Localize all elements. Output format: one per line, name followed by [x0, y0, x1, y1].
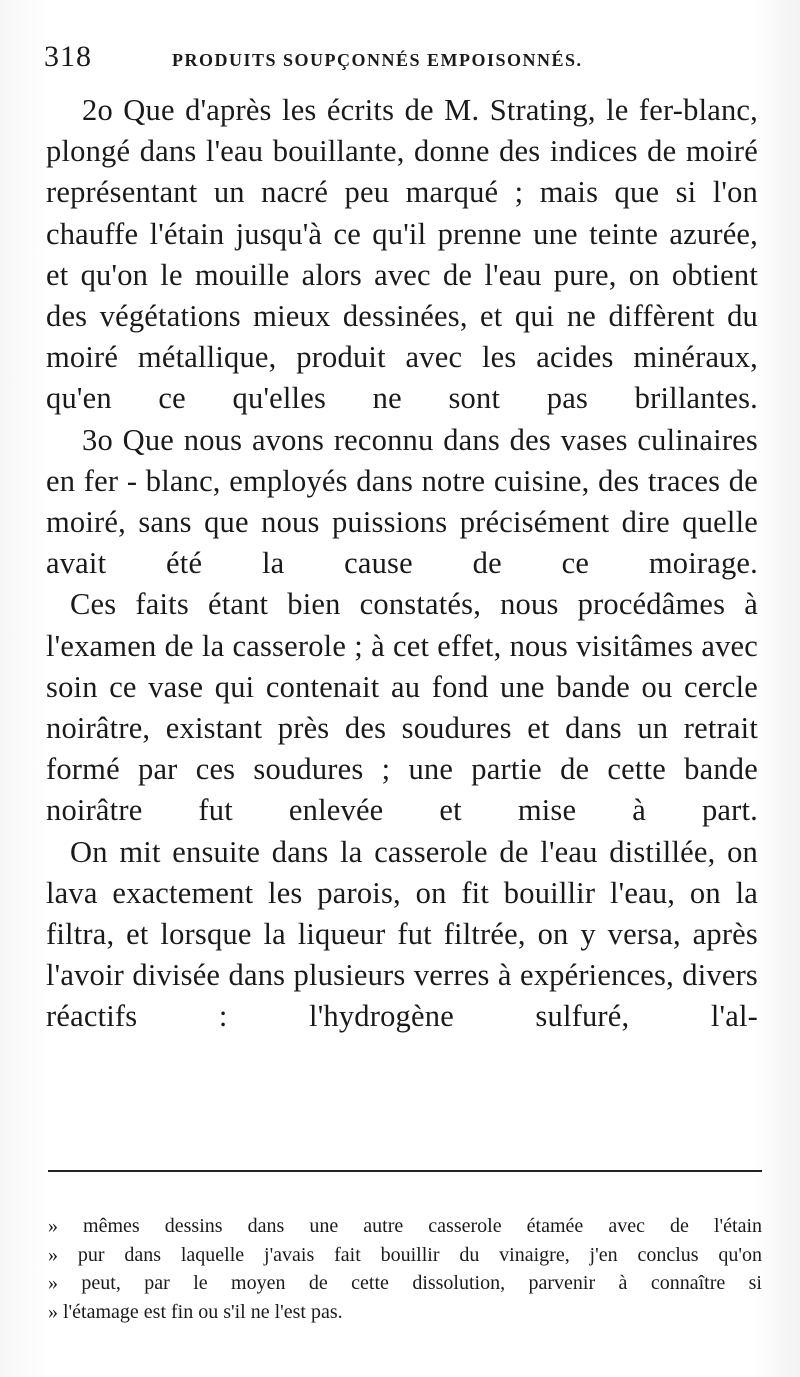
footnote-line: » mêmes dessins dans une autre casserole étamée avec de l'étain — [48, 1215, 762, 1237]
footnote-line: » peut, par le moyen de cette dissolution, parvenir à connaître si — [48, 1272, 762, 1294]
footnote — [48, 1212, 762, 1326]
page-number: 318 — [44, 40, 92, 73]
page-header — [44, 40, 764, 80]
paragraph-point-2: 2o Que d'après les écrits de M. Strating, le fer-blanc, plongé dans l'eau bouillante, donne des indices de moiré représentant un nacré peu marqué ; mais que si l'on chauffe l'étain jusqu'à ce qu'il prenne une teinte azurée, et qu'on le mouille alors avec de l'eau pure, on obtient des végétations mieux dessinées, et qui ne diffèrent du moiré métallique, produit avec les acides minéraux, qu'en ce qu'elles ne sont pas brillantes. — [46, 93, 758, 416]
footnote-line: » pur dans laquelle j'avais fait bouillir du vinaigre, j'en conclus qu'on — [48, 1243, 762, 1266]
paragraph-distilled-water: On mit ensuite dans la casserole de l'eau distillée, on lava exactement les parois, on fit bouillir l'eau, on la filtra, et lorsque la liqueur fut filtrée, on y versa, après l'avoir divisée dans plusieurs verres à expériences, divers réactifs : l'hydrogène sulfuré, l'al- — [46, 834, 758, 1034]
paragraph-examination: Ces faits étant bien constatés, nous procédâmes à l'examen de la casserole ; à cet effet, nous visitâmes avec soin ce vase qui contenait au fond une bande ou cercle noirâtre, existant près des soudures et dans un retrait formé par ces soudures ; une partie de cette bande noirâtre fut enlevée et mise à part. — [46, 587, 758, 828]
paragraph-point-3: 3o Que nous avons reconnu dans des vases culinaires en fer - blanc, employés dans notre cuisine, des traces de moiré, sans que nous puissions précisément dire quelle avait été la cause de ce moirage. — [46, 422, 758, 581]
footnote-rule — [48, 1170, 762, 1172]
footnote-line: » l'étamage est fin ou s'il ne l'est pas. — [48, 1300, 343, 1323]
running-head: PRODUITS SOUPÇONNÉS EMPOISONNÉS. — [172, 50, 583, 70]
body-text — [46, 90, 758, 1038]
